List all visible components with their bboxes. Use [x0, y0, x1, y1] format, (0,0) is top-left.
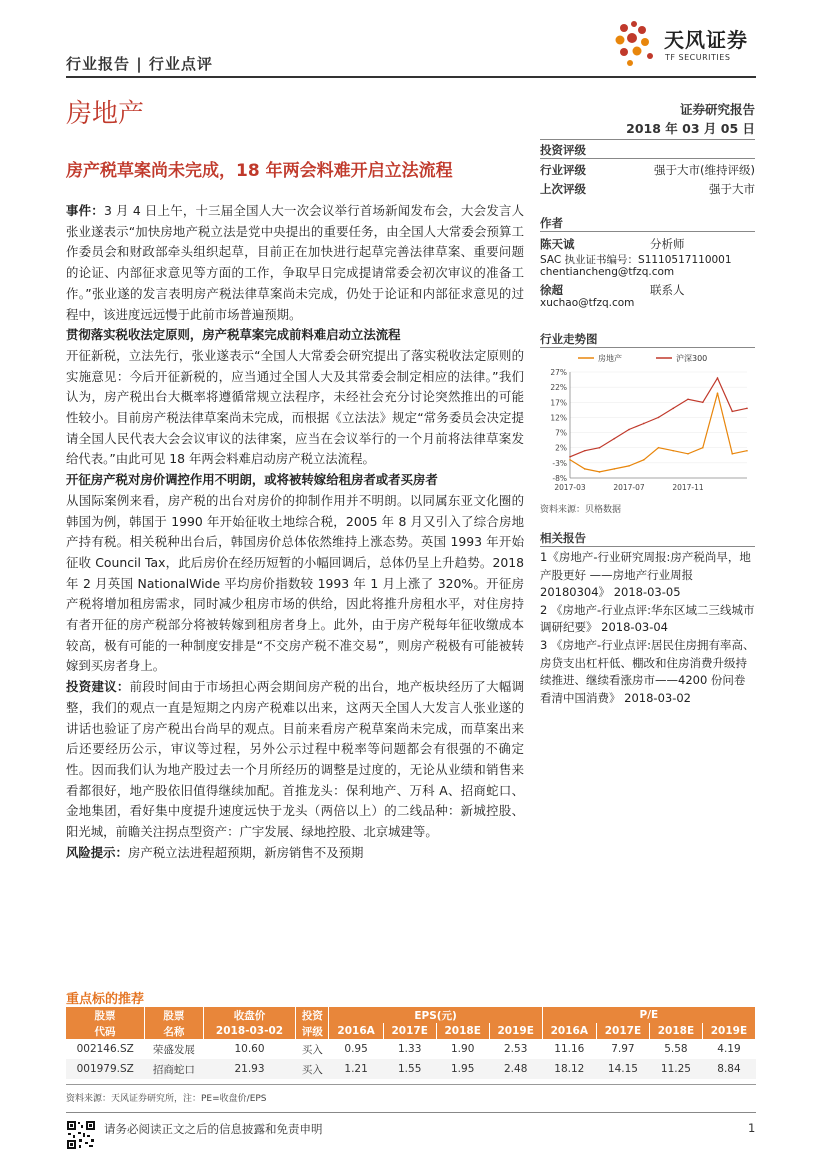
- cell-pe: 7.97: [611, 1043, 635, 1055]
- table-divider: [66, 1084, 756, 1085]
- series-point: [658, 447, 660, 449]
- table-row: [66, 1059, 756, 1079]
- legend-label: 沪深300: [676, 354, 708, 363]
- paragraph-international: 从国际案例来看，房产税的出台对房价的抑制作用并不明朗。以同属东亚文化圈的韩国为例，韩国于 1990 年开始征收土地综合税，2005 年 8 月又引入了综合房地产持有税。相关税种出台后，韩国房价总体依然维持上涨态势。英国 1993 年开始征收 Council Tax，此后房价在经历短暂的小幅回调后，总体仍呈上升趋势。2018 年 2 月英国 NationalWide 平均房价指数较 1993 年 1 月上涨了 320%。开征房产税将增加租房需求，同时减少租房市场的供给，因此将推升房租水平，对住房持有者开征的房产税部分将被转嫁到租房者身上。此外，由于房产税每年征收缴成本较高，极有可能的一种制度安排是“不交房产税不准交易”，则房产税极有可能被转嫁到买房者身上。: [66, 492, 524, 674]
- series-point: [599, 471, 601, 473]
- cell-eps: 1.55: [383, 1059, 436, 1079]
- series-point: [687, 398, 689, 400]
- related-item[interactable]: 1《房地产-行业研究周报:房产税尚早，地产股更好 ——房地产行业周报 20180304》 2018-03-05: [540, 550, 751, 600]
- header-divider: [66, 76, 756, 78]
- series-point: [613, 438, 615, 440]
- related-list: [540, 549, 755, 707]
- section-heading: 贯彻落实税收法定原则，房产税草案完成前料难启动立法流程: [66, 327, 401, 343]
- legend-label: 房地产: [598, 354, 622, 363]
- col-price: 收盘价: [203, 1007, 295, 1023]
- author-2: [540, 282, 755, 298]
- series-point: [717, 392, 719, 394]
- report-kind: 证券研究报告: [679, 102, 755, 117]
- table-title: 重点标的推荐: [66, 992, 145, 1007]
- paragraph-event: [66, 201, 524, 325]
- rating-divider: [540, 158, 755, 159]
- page-number: 1: [748, 1121, 756, 1135]
- series-point: [746, 450, 748, 452]
- rating-title: 投资评级: [540, 143, 586, 157]
- cell-eps: 1.90: [451, 1043, 475, 1055]
- paragraph-legislation: 开征新税，立法先行，张业遂表示“全国人大常委会研究提出了落实税收法定原则的实施意见：今后开征新税的，应当通过全国人大及其常委会制定相应的法律。”我们认为，房产税出台大概率将遵循常规立法程序，未经社会充分讨论突然推出的可能性较小。目前房产税法律草案尚未完成，而根据《立法法》规定“常务委员会决定提请全国人民代表大会会议审议的法律案，应当在会议举行的一个月前将法律草案发给代表。”由此可见 18 年两会料难启动房产税立法流程。: [66, 347, 524, 467]
- col-rating-2: 评级: [296, 1023, 329, 1039]
- industry-rating-label: 行业评级: [540, 163, 586, 177]
- series-point: [628, 429, 630, 431]
- prev-rating-value: 强于大市: [709, 182, 755, 196]
- qr-code-icon[interactable]: [66, 1120, 96, 1150]
- industry-rating-row: [540, 162, 755, 178]
- cell-pe: 5.58: [664, 1043, 688, 1055]
- series-point: [702, 401, 704, 403]
- author-2-name: 徐超: [540, 283, 563, 297]
- series-point: [658, 417, 660, 419]
- paragraph-advice: [66, 677, 524, 843]
- col-year: 2018E: [649, 1023, 702, 1039]
- report-date: 2018 年 03 月 05 日: [626, 121, 755, 136]
- industry-trend-chart: [540, 350, 755, 498]
- logo-name: 天风证券: [664, 28, 748, 52]
- author-2-role: 联系人: [650, 283, 685, 297]
- cell-pe: 11.25: [649, 1059, 702, 1079]
- cell-pe: 14.15: [596, 1059, 649, 1079]
- trend-source: 资料来源：贝格数据: [540, 505, 622, 515]
- advice-lead: 投资建议：: [66, 679, 130, 695]
- footer-divider: [66, 1112, 756, 1113]
- series-point: [569, 459, 571, 461]
- series-point: [599, 447, 601, 449]
- event-text: 3 月 4 日上午，十三届全国人大一次会议举行首场新闻发布会，大会发言人张业遂表示“加快房地产税立法是党中央提出的重要任务，由全国人大常委会预算工作委员会和财政部牵头组织起草，目前正在加快进行起草完善法律草案、重要问题的论证、内部征求意见等方面的工作，争取早日完成提请常委会初次审议的准备工作。”张业遂的发言表明房产税法律草案尚未完成，仍处于论证和内部征求意见的过程中，该进度远远慢于此前市场普遍预期。: [66, 203, 524, 322]
- risk-lead: 风险提示：: [66, 844, 128, 860]
- col-year: 2016A: [329, 1023, 383, 1039]
- industry-title: 房地产: [66, 99, 145, 129]
- event-lead: 事件：: [66, 203, 104, 218]
- table-source: 资料来源：天风证券研究所，注：PE=收盘价/EPS: [66, 1094, 267, 1104]
- rating-divider-top: [540, 139, 755, 140]
- cell-pe: 8.84: [702, 1059, 755, 1079]
- series-point: [643, 423, 645, 425]
- cell-code: 002146.SZ: [76, 1043, 134, 1055]
- y-tick-label: 7%: [555, 428, 567, 438]
- authors-title: 作者: [540, 216, 563, 230]
- col-year: 2018E: [436, 1023, 489, 1039]
- cell-eps: 1.33: [398, 1043, 422, 1055]
- col-year: 2017E: [383, 1023, 436, 1039]
- series-point: [628, 465, 630, 467]
- cell-eps: 2.53: [504, 1043, 528, 1055]
- cell-eps: 2.48: [489, 1059, 542, 1079]
- y-tick-label: -3%: [552, 458, 567, 468]
- x-tick-label: 2017-07: [613, 483, 645, 492]
- recommend-table: [66, 1007, 756, 1079]
- col-code-2: 代码: [66, 1023, 144, 1039]
- author-1-name: 陈天诚: [540, 237, 575, 251]
- col-pe: P/E: [542, 1007, 755, 1023]
- col-eps: EPS(元): [329, 1007, 542, 1023]
- section-heading: 开征房产税对房价调控作用不明朗，或将被转嫁给租房者或者买房者: [66, 472, 438, 488]
- cell-pe: 18.12: [542, 1059, 596, 1079]
- author-1: [540, 236, 755, 252]
- col-name-2: 名称: [144, 1023, 203, 1039]
- headline: 房产税草案尚未完成，18 年两会料难开启立法流程: [66, 161, 453, 181]
- series-point: [731, 453, 733, 455]
- y-tick-label: 22%: [550, 383, 567, 393]
- cell-pe: 11.16: [554, 1043, 585, 1055]
- cell-eps: 0.95: [344, 1043, 368, 1055]
- series-point: [584, 468, 586, 470]
- prev-rating-label: 上次评级: [540, 182, 586, 196]
- y-tick-label: 2%: [555, 443, 567, 453]
- industry-rating-value: 强于大市(维持评级): [654, 163, 755, 177]
- col-price-date: 2018-03-02: [203, 1023, 295, 1039]
- col-code: 股票: [66, 1007, 144, 1023]
- table-row: [66, 1039, 756, 1059]
- series-point: [717, 377, 719, 379]
- cell-pe: 4.19: [717, 1043, 741, 1055]
- y-tick-label: 12%: [550, 413, 567, 423]
- related-divider: [540, 546, 755, 547]
- risk-text: 房产税立法进程超预期，新房销售不及预期: [127, 844, 364, 860]
- prev-rating-row: [540, 181, 755, 197]
- series-point: [702, 447, 704, 449]
- author-1-role: 分析师: [650, 237, 685, 251]
- series-point: [569, 456, 571, 458]
- series-point: [731, 411, 733, 413]
- cell-eps: 1.21: [329, 1059, 383, 1079]
- series-point: [746, 408, 748, 410]
- series-point: [672, 450, 674, 452]
- col-year: 2017E: [596, 1023, 649, 1039]
- col-name: 股票: [144, 1007, 203, 1023]
- report-type: 行业报告 | 行业点评: [66, 55, 213, 73]
- col-year: 2019E: [489, 1023, 542, 1039]
- paragraph-risk: [66, 843, 524, 864]
- related-item[interactable]: 2 《房地产-行业点评:华东区域二三线城市调研纪要》 2018-03-04: [540, 602, 755, 635]
- cell-rating: 买入: [301, 1043, 323, 1056]
- logo-subtitle: TF SECURITIES: [665, 53, 731, 62]
- related-item[interactable]: 3 《房地产-行业点评:居民住房拥有率高、房贷支出杠杆低、棚改和住房消费升级持续推进、继续看涨房市——4200 份问卷看清中国消费》 2018-03-02: [540, 637, 755, 705]
- cell-price: 21.93: [203, 1059, 295, 1079]
- author-1-cert: SAC 执业证书编号：S1110517110001: [540, 254, 732, 266]
- body-text: [66, 201, 524, 864]
- cell-name: 招商蛇口: [144, 1059, 203, 1079]
- cell-rating: 买入: [296, 1059, 329, 1079]
- series-point: [613, 468, 615, 470]
- series-point: [643, 459, 645, 461]
- related-title: 相关报告: [540, 531, 586, 545]
- cell-code: 001979.SZ: [66, 1059, 144, 1079]
- author-1-email[interactable]: chentiancheng@tfzq.com: [540, 266, 675, 278]
- author-2-email[interactable]: xuchao@tfzq.com: [540, 297, 635, 309]
- footer-disclaimer: 请务必阅读正文之后的信息披露和免责申明: [104, 1122, 323, 1136]
- cell-name: 荣盛发展: [152, 1043, 195, 1056]
- col-rating: 投资: [296, 1007, 329, 1023]
- x-tick-label: 2017-11: [672, 483, 704, 492]
- trend-title: 行业走势图: [540, 332, 598, 346]
- y-tick-label: 27%: [550, 368, 567, 377]
- trend-divider: [540, 347, 755, 348]
- series-point: [584, 450, 586, 452]
- series-point: [672, 408, 674, 410]
- cell-price: 10.60: [234, 1043, 265, 1055]
- y-tick-label: -8%: [552, 474, 567, 483]
- series-point: [687, 453, 689, 455]
- x-tick-label: 2017-03: [554, 483, 586, 492]
- y-tick-label: 17%: [550, 398, 567, 408]
- col-year: 2019E: [702, 1023, 755, 1039]
- col-year: 2016A: [542, 1023, 596, 1039]
- authors-divider: [540, 231, 755, 232]
- cell-eps: 1.95: [436, 1059, 489, 1079]
- advice-text: 前段时间由于市场担心两会期间房产税的出台，地产板块经历了大幅调整，我们的观点一直是短期之内房产税难以出来，这两天全国人大发言人张业遂的讲话也验证了房产税出台尚早的观点。目前来看房产税草案尚未完成，而草案出来后还要经历公示，审议等过程，另外公示过程中税率等问题都会有很强的不确定性。因而我们认为地产股过去一个月所经历的调整是过度的，无论从业绩和销售来看都很好，地产股依旧值得继续加配。首推龙头：保利地产、万科 A、招商蛇口、金地集团，看好集中度提升速度远快于龙头（两倍以上）的二线品种：新城控股、阳光城，前瞻关注拐点型资产：广宇发展、绿地控股、北京城建等。: [66, 679, 525, 840]
